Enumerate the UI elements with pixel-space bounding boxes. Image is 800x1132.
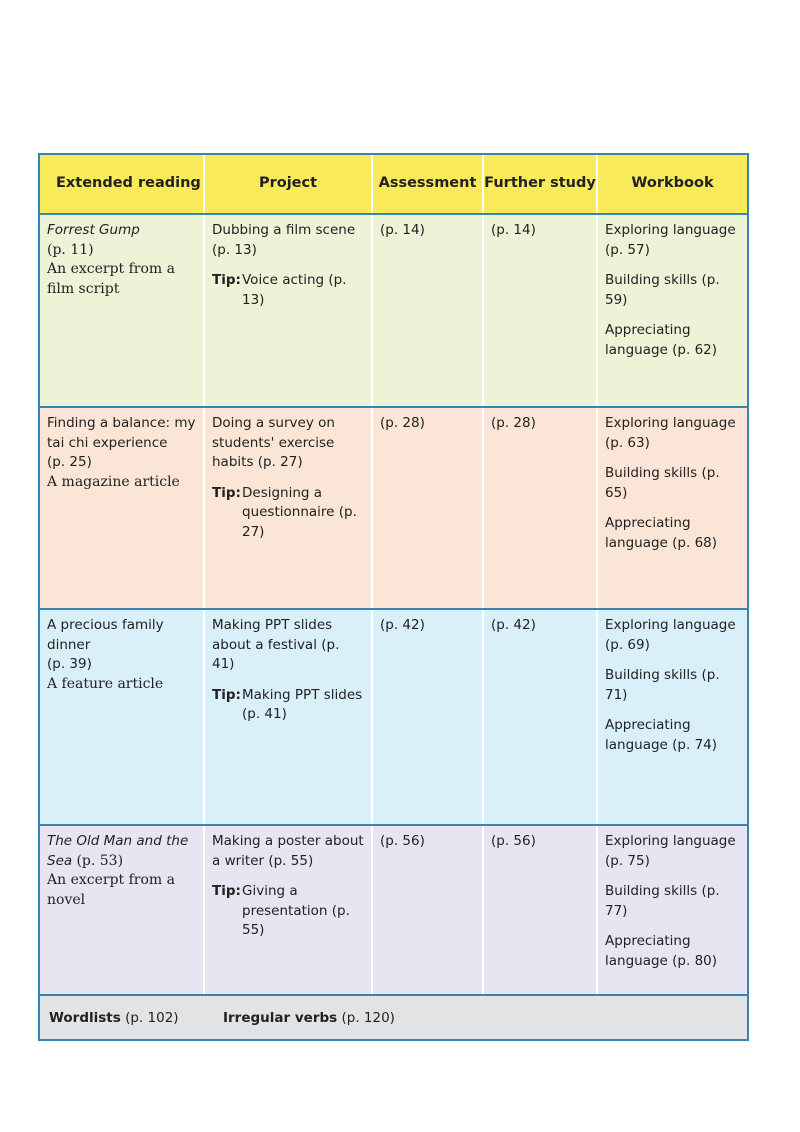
extended-reading-cell xyxy=(40,826,205,994)
reading-title: Finding a balance: my tai chi experience xyxy=(47,415,196,451)
workbook-appreciating: Appreciating language (p. 62) xyxy=(605,322,718,358)
table-row xyxy=(40,824,747,994)
workbook-exploring: Exploring language (p. 75) xyxy=(605,833,736,869)
reading-genre: An excerpt from a novel xyxy=(47,872,175,908)
assessment-cell: (p. 42) xyxy=(373,610,484,824)
irregular-verbs-entry xyxy=(223,1010,395,1026)
workbook-appreciating: Appreciating language (p. 68) xyxy=(605,515,718,551)
reading-title: A precious family dinner xyxy=(47,617,164,653)
header-workbook: Workbook xyxy=(631,175,714,192)
header-extended-reading: Extended reading xyxy=(40,155,205,213)
tip-text: Voice acting (p. 13) xyxy=(242,272,347,308)
workbook-appreciating: Appreciating language (p. 80) xyxy=(605,933,718,969)
project-text: Doing a survey on students' exercise habits (p. 27) xyxy=(212,415,335,470)
reading-page: (p. 25) xyxy=(47,454,92,470)
further-study-cell: (p. 56) xyxy=(484,826,598,994)
irregular-verbs-page: (p. 120) xyxy=(341,1009,395,1026)
assessment-cell: (p. 56) xyxy=(373,826,484,994)
workbook-appreciating: Appreciating language (p. 74) xyxy=(605,717,718,753)
tip-text: Giving a presentation (p. 55) xyxy=(242,883,350,938)
project-cell xyxy=(205,826,373,994)
wordlists-entry xyxy=(40,1010,223,1026)
table-row xyxy=(40,215,747,406)
wordlists-page: (p. 102) xyxy=(125,1009,179,1026)
workbook-exploring: Exploring language (p. 69) xyxy=(605,617,736,653)
workbook-cell xyxy=(598,215,747,406)
workbook-building: Building skills (p. 65) xyxy=(605,465,720,501)
tip-label: Tip: xyxy=(212,272,241,288)
tip-block xyxy=(212,882,365,941)
assessment-cell: (p. 14) xyxy=(373,215,484,406)
reading-page: (p. 39) xyxy=(47,656,92,672)
reading-genre: An excerpt from a film script xyxy=(47,261,175,297)
tip-label: Tip: xyxy=(212,883,241,899)
tip-label: Tip: xyxy=(212,686,241,703)
further-study-cell: (p. 28) xyxy=(484,408,598,608)
workbook-exploring: Exploring language (p. 63) xyxy=(605,415,736,451)
tip-text: Designing a questionnaire (p. 27) xyxy=(242,484,357,540)
workbook-building: Building skills (p. 59) xyxy=(605,272,720,308)
workbook-cell xyxy=(598,610,747,824)
further-study-cell: (p. 14) xyxy=(484,215,598,406)
wordlists-label: Wordlists xyxy=(49,1009,121,1026)
reading-page: (p. 11) xyxy=(47,241,94,258)
reading-title: Forrest Gump xyxy=(47,222,140,238)
reading-title: The Old Man and the Sea (p. 53) xyxy=(47,833,189,869)
project-cell xyxy=(205,408,373,608)
reading-page: (p. 53) xyxy=(76,852,124,869)
tip-block xyxy=(212,271,365,310)
header-project: Project xyxy=(205,155,373,213)
project-text: Dubbing a film scene (p. 13) xyxy=(212,222,356,258)
extended-reading-cell xyxy=(40,408,205,608)
table-row xyxy=(40,608,747,824)
tip-text: Making PPT slides (p. 41) xyxy=(242,686,363,722)
extended-reading-cell xyxy=(40,215,205,406)
tip-block xyxy=(212,484,365,543)
project-text: Making a poster about a writer (p. 55) xyxy=(212,833,364,869)
table-footer xyxy=(40,994,747,1039)
project-cell xyxy=(205,215,373,406)
assessment-cell: (p. 28) xyxy=(373,408,484,608)
project-text: Making PPT slides about a festival (p. 41) xyxy=(212,617,340,672)
reading-genre: A feature article xyxy=(47,675,164,692)
tip-label: Tip: xyxy=(212,484,241,501)
table-header xyxy=(40,155,747,215)
extended-reading-cell xyxy=(40,610,205,824)
workbook-cell xyxy=(598,826,747,994)
workbook-building: Building skills (p. 71) xyxy=(605,667,720,703)
workbook-cell xyxy=(598,408,747,608)
irregular-verbs-label: Irregular verbs xyxy=(223,1009,338,1026)
header-assessment: Assessment xyxy=(373,155,484,213)
table-row xyxy=(40,406,747,608)
further-study-cell: (p. 42) xyxy=(484,610,598,824)
contents-table xyxy=(38,153,749,1041)
reading-genre: A magazine article xyxy=(47,473,180,490)
project-cell xyxy=(205,610,373,824)
tip-block xyxy=(212,686,365,725)
header-further-study: Further study xyxy=(484,155,598,213)
workbook-building: Building skills (p. 77) xyxy=(605,883,720,919)
workbook-exploring: Exploring language (p. 57) xyxy=(605,222,736,258)
